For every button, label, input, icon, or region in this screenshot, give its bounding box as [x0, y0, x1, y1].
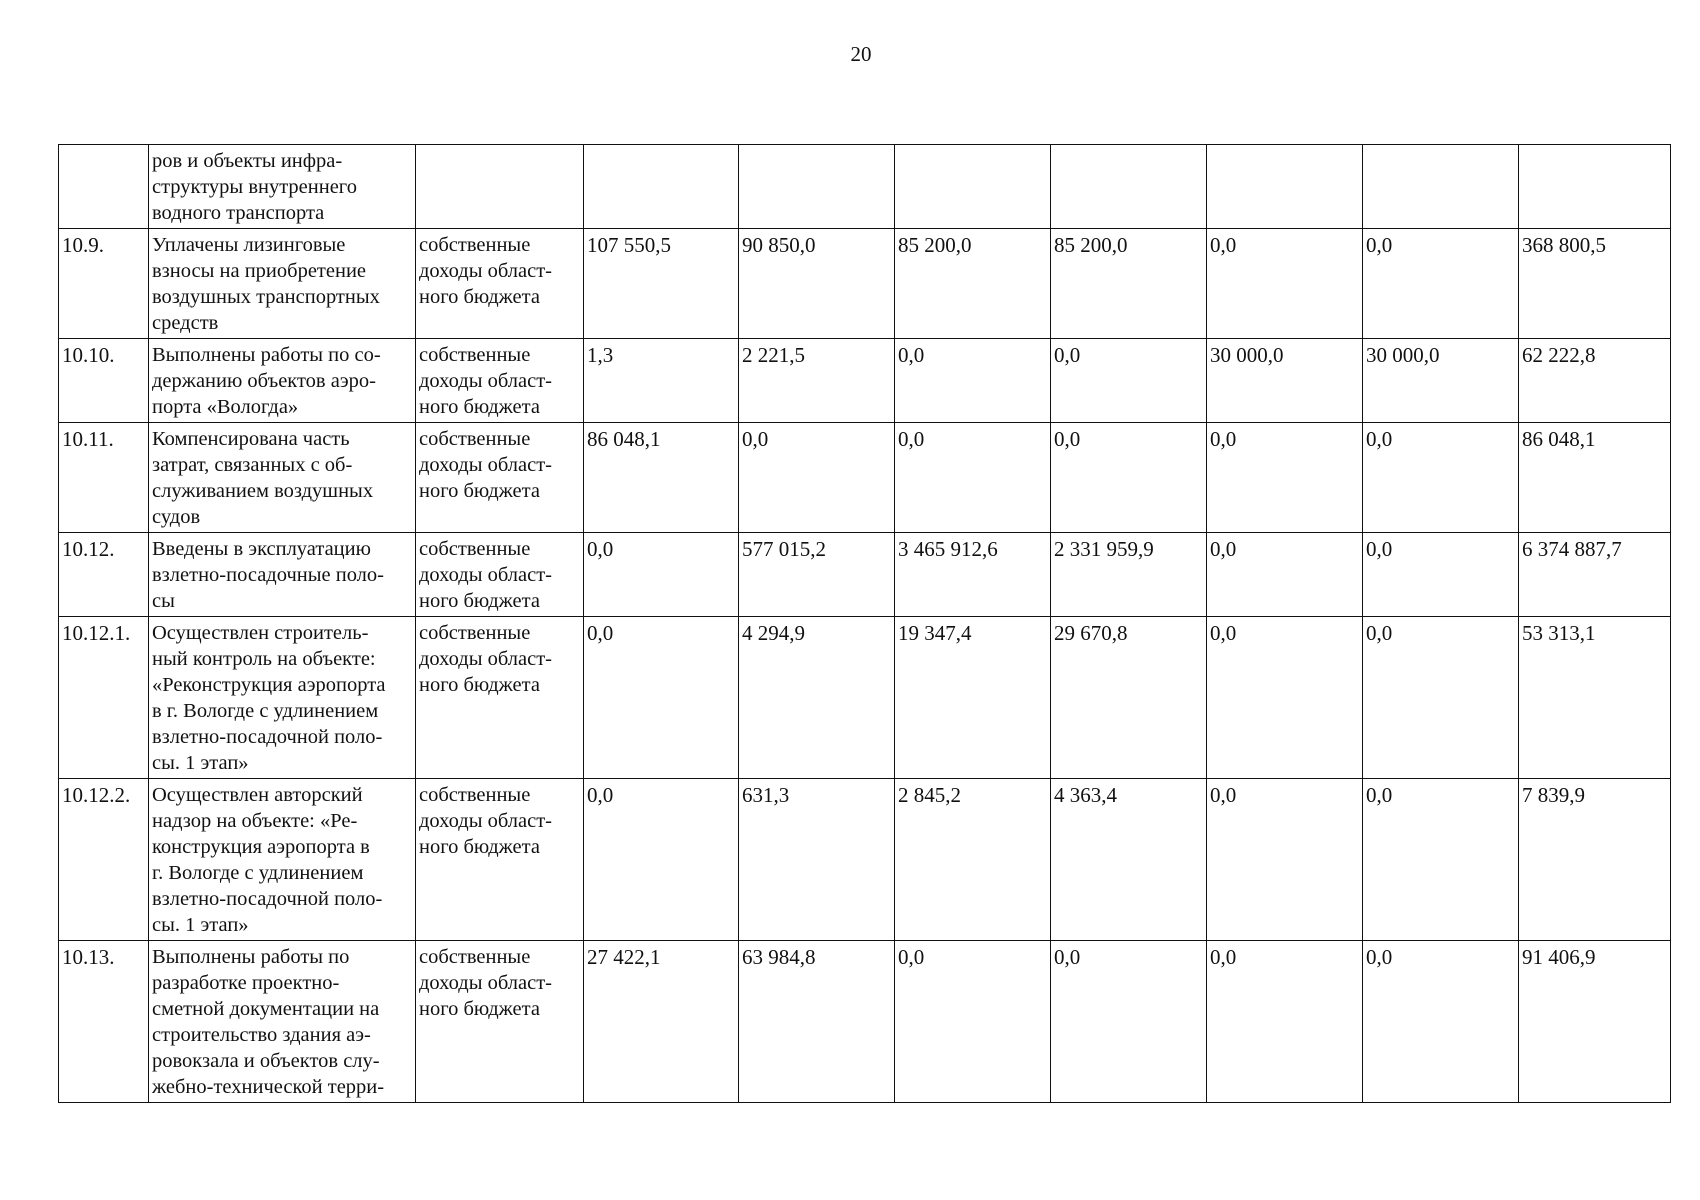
amount-cell: [1363, 145, 1519, 229]
amount-cell: 0,0: [1051, 941, 1207, 1103]
amount-cell: 2 845,2: [895, 779, 1051, 941]
amount-cell: 0,0: [1363, 779, 1519, 941]
amount-cell: 0,0: [584, 533, 739, 617]
table-row: [59, 617, 1671, 779]
amount-cell: 0,0: [1051, 423, 1207, 533]
amount-cell: 2 221,5: [739, 339, 895, 423]
amount-cell: 63 984,8: [739, 941, 895, 1103]
amount-cell: 4 363,4: [1051, 779, 1207, 941]
amount-cell: 30 000,0: [1363, 339, 1519, 423]
amount-cell: 3 465 912,6: [895, 533, 1051, 617]
amount-cell: 0,0: [1051, 339, 1207, 423]
activity-cell: Выполнены работы по со- держанию объектов аэро- порта «Вологда»: [149, 339, 416, 423]
funding-source-cell: собственные доходы област- ного бюджета: [416, 617, 584, 779]
amount-cell: 0,0: [739, 423, 895, 533]
amount-cell: 0,0: [584, 779, 739, 941]
row-number-cell: 10.11.: [59, 423, 149, 533]
funding-source-cell: собственные доходы област- ного бюджета: [416, 779, 584, 941]
table-row: [59, 423, 1671, 533]
funding-source-cell: собственные доходы област- ного бюджета: [416, 533, 584, 617]
amount-cell: 0,0: [1207, 423, 1363, 533]
table-row: [59, 339, 1671, 423]
amount-cell: 0,0: [1207, 779, 1363, 941]
activity-cell: Выполнены работы по разработке проектно- сметной документации на строительство здания аэ- ровокзала и объектов слу- жебно-технической терри-: [149, 941, 416, 1103]
total-value-cell: 6 374 887,7: [1519, 533, 1671, 617]
amount-cell: 107 550,5: [584, 229, 739, 339]
amount-cell: 90 850,0: [739, 229, 895, 339]
amount-cell: [1051, 145, 1207, 229]
row-number-cell: 10.12.: [59, 533, 149, 617]
total-value-cell: 91 406,9: [1519, 941, 1671, 1103]
amount-cell: 0,0: [1363, 941, 1519, 1103]
amount-cell: [1207, 145, 1363, 229]
amount-cell: 86 048,1: [584, 423, 739, 533]
total-value-cell: 53 313,1: [1519, 617, 1671, 779]
table-row: [59, 145, 1671, 229]
amount-cell: [895, 145, 1051, 229]
amount-cell: [584, 145, 739, 229]
page-number: 20: [850, 42, 872, 66]
amount-cell: 85 200,0: [895, 229, 1051, 339]
amount-cell: 0,0: [895, 339, 1051, 423]
total-value-cell: 7 839,9: [1519, 779, 1671, 941]
row-number-cell: 10.9.: [59, 229, 149, 339]
amount-cell: 27 422,1: [584, 941, 739, 1103]
table-row: [59, 229, 1671, 339]
row-number-cell: 10.10.: [59, 339, 149, 423]
table-row: [59, 941, 1671, 1103]
amount-cell: 30 000,0: [1207, 339, 1363, 423]
amount-cell: 0,0: [1207, 229, 1363, 339]
table-body: [59, 145, 1671, 1103]
amount-cell: 631,3: [739, 779, 895, 941]
total-value-cell: 86 048,1: [1519, 423, 1671, 533]
activity-cell: Уплачены лизинговые взносы на приобретение воздушных транспортных средств: [149, 229, 416, 339]
amount-cell: 29 670,8: [1051, 617, 1207, 779]
amount-cell: 0,0: [1363, 533, 1519, 617]
row-number-cell: [59, 145, 149, 229]
amount-cell: 0,0: [1207, 941, 1363, 1103]
budget-table: [58, 144, 1671, 1103]
amount-cell: 577 015,2: [739, 533, 895, 617]
activity-cell: Осуществлен строитель- ный контроль на объекте: «Реконструкция аэропорта в г. Вологде с удлинением взлетно-посадочной поло- сы. 1 этап»: [149, 617, 416, 779]
funding-source-cell: собственные доходы област- ного бюджета: [416, 229, 584, 339]
amount-cell: 0,0: [1207, 533, 1363, 617]
amount-cell: 4 294,9: [739, 617, 895, 779]
table-row: [59, 779, 1671, 941]
amount-cell: 0,0: [1207, 617, 1363, 779]
activity-cell: Осуществлен авторский надзор на объекте: «Ре- конструкция аэропорта в г. Вологде с удлинением взлетно-посадочной поло- сы. 1 этап»: [149, 779, 416, 941]
amount-cell: 0,0: [1363, 229, 1519, 339]
activity-cell: ров и объекты инфра- структуры внутреннего водного транспорта: [149, 145, 416, 229]
amount-cell: 2 331 959,9: [1051, 533, 1207, 617]
row-number-cell: 10.12.1.: [59, 617, 149, 779]
funding-source-cell: собственные доходы област- ного бюджета: [416, 941, 584, 1103]
amount-cell: 0,0: [895, 941, 1051, 1103]
total-value-cell: 368 800,5: [1519, 229, 1671, 339]
amount-cell: 0,0: [895, 423, 1051, 533]
funding-source-cell: [416, 145, 584, 229]
activity-cell: Введены в эксплуатацию взлетно-посадочные поло- сы: [149, 533, 416, 617]
amount-cell: 85 200,0: [1051, 229, 1207, 339]
amount-cell: 0,0: [1363, 617, 1519, 779]
total-value-cell: [1519, 145, 1671, 229]
amount-cell: 19 347,4: [895, 617, 1051, 779]
amount-cell: 0,0: [1363, 423, 1519, 533]
row-number-cell: 10.12.2.: [59, 779, 149, 941]
row-number-cell: 10.13.: [59, 941, 149, 1103]
amount-cell: 1,3: [584, 339, 739, 423]
funding-source-cell: собственные доходы област- ного бюджета: [416, 423, 584, 533]
funding-source-cell: собственные доходы област- ного бюджета: [416, 339, 584, 423]
activity-cell: Компенсирована часть затрат, связанных с об- служиванием воздушных судов: [149, 423, 416, 533]
total-value-cell: 62 222,8: [1519, 339, 1671, 423]
amount-cell: 0,0: [584, 617, 739, 779]
amount-cell: [739, 145, 895, 229]
table-row: [59, 533, 1671, 617]
